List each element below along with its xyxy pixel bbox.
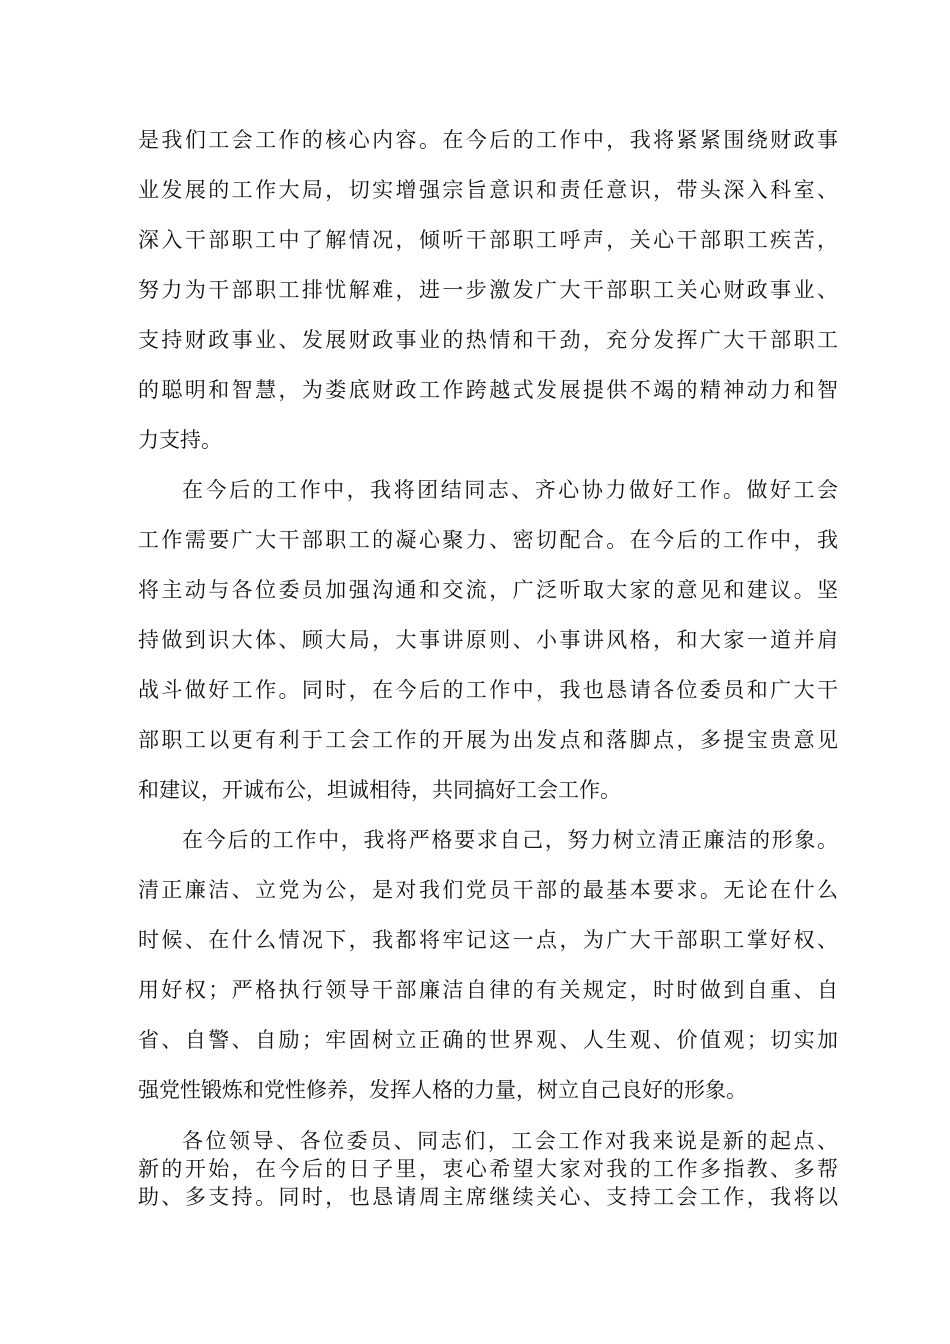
text-line: 是我们工会工作的核心内容。在今后的工作中，我将紧紧围绕财政事 [138,128,838,152]
text-line: 支持财政事业、发展财政事业的热情和干劲，充分发挥广大干部职工 [138,328,838,352]
text-line: 新的开始，在今后的日子里，衷心希望大家对我的工作多指教、多帮 [138,1157,838,1181]
text-line: 各位领导、各位委员、同志们，工会工作对我来说是新的起点、 [182,1129,838,1153]
text-line: 省、自警、自励；牢固树立正确的世界观、人生观、价值观；切实加 [138,1028,838,1052]
text-line: 和建议，开诚布公，坦诚相待，共同搞好工会工作。 [138,778,621,802]
text-line: 清正廉洁、立党为公，是对我们党员干部的最基本要求。无论在什么 [138,878,838,902]
text-line: 用好权；严格执行领导干部廉洁自律的有关规定，时时做到自重、自 [138,978,838,1002]
text-line: 战斗做好工作。同时，在今后的工作中，我也恳请各位委员和广大干 [138,678,838,702]
text-line: 业发展的工作大局，切实增强宗旨意识和责任意识，带头深入科室、 [138,178,838,202]
text-line: 的聪明和智慧，为娄底财政工作跨越式发展提供不竭的精神动力和智 [138,378,838,402]
text-line: 时候、在什么情况下，我都将牢记这一点，为广大干部职工掌好权、 [138,928,838,952]
text-line: 强党性锻炼和党性修养，发挥人格的力量，树立自己良好的形象。 [138,1078,747,1102]
text-line: 力支持。 [138,428,222,452]
text-line: 部职工以更有利于工会工作的开展为出发点和落脚点，多提宝贵意见 [138,728,838,752]
text-line: 持做到识大体、顾大局，大事讲原则、小事讲风格，和大家一道并肩 [138,628,838,652]
text-line: 助、多支持。同时，也恳请周主席继续关心、支持工会工作，我将以 [138,1185,838,1209]
text-line: 在今后的工作中，我将团结同志、齐心协力做好工作。做好工会 [182,478,838,502]
text-line: 在今后的工作中，我将严格要求自己，努力树立清正廉洁的形象。 [182,828,838,852]
text-line: 深入干部职工中了解情况，倾听干部职工呼声，关心干部职工疾苦， [138,228,838,252]
text-line: 将主动与各位委员加强沟通和交流，广泛听取大家的意见和建议。坚 [138,578,838,602]
text-line: 工作需要广大干部职工的凝心聚力、密切配合。在今后的工作中，我 [138,528,838,552]
text-line: 努力为干部职工排忧解难，进一步激发广大干部职工关心财政事业、 [138,278,838,302]
